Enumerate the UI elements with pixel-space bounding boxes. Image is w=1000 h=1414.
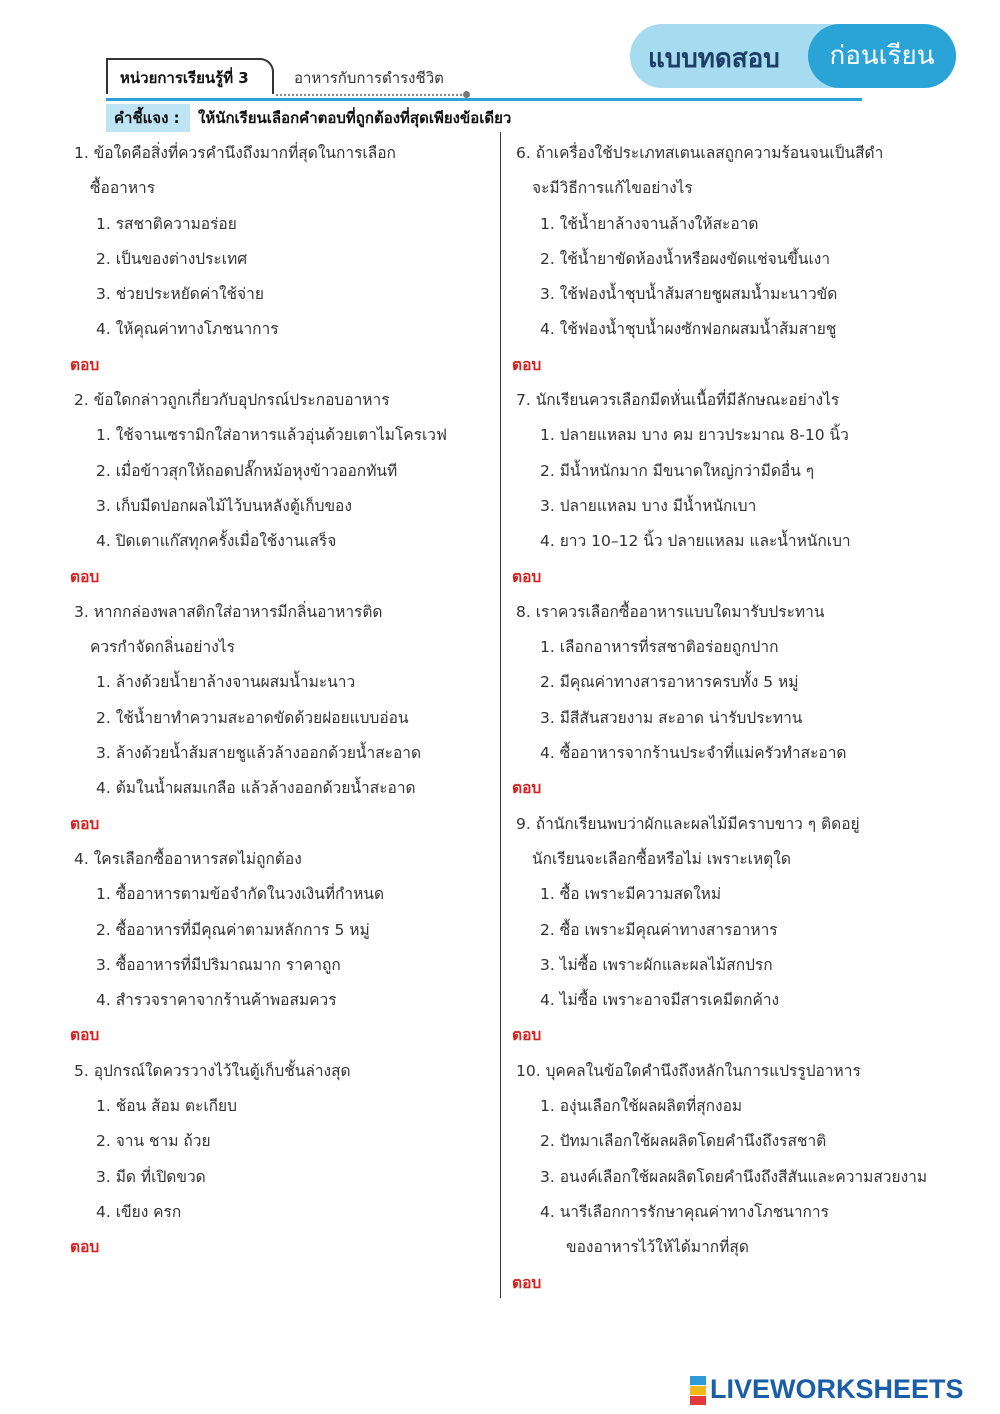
answer-option[interactable]: 2. ซื้อ เพราะมีคุณค่าทางสารอาหาร xyxy=(540,920,778,939)
question-block xyxy=(70,383,514,595)
answer-option[interactable]: 4. ไม่ซื้อ เพราะอาจมีสารเคมีตกค้าง xyxy=(540,991,780,1010)
answer-option[interactable]: 4. ซื้ออาหารจากร้านประจำที่แม่ครัวทำสะอาด xyxy=(540,744,847,763)
badge-label-pretest: ก่อนเรียน xyxy=(808,24,956,88)
answer-option[interactable]: 4. นารีเลือกการรักษาคุณค่าทางโภชนาการ xyxy=(540,1202,829,1221)
logo-mark-bar xyxy=(690,1376,706,1385)
question-block xyxy=(512,136,986,383)
answer-option[interactable]: 3. ปลายแหลม บาง มีน้ำหนักเบา xyxy=(540,496,757,515)
question-text: ควรกำจัดกลิ่นอย่างไร xyxy=(90,638,235,657)
answer-option[interactable]: 1. ซื้อ เพราะมีความสดใหม่ xyxy=(540,885,722,904)
question-block xyxy=(512,807,986,1054)
question-text: 9. ถ้านักเรียนพบว่าผักและผลไม้มีคราบขาว ๆ ติดอยู่ xyxy=(516,814,860,833)
answer-option[interactable]: 3. ซื้ออาหารที่มีปริมาณมาก ราคาถูก xyxy=(96,955,341,974)
answer-option[interactable]: 3. อนงค์เลือกใช้ผลผลิตโดยคำนึงถึงสีสันและความสวยงาม xyxy=(540,1167,928,1186)
answer-option[interactable]: 2. มีคุณค่าทางสารอาหารครบทั้ง 5 หมู่ xyxy=(540,673,799,692)
answer-option[interactable]: 4. ยาว 10–12 นิ้ว ปลายแหลม และน้ำหนักเบา xyxy=(540,532,851,551)
answer-option[interactable]: 2. เมื่อข้าวสุกให้ถอดปลั๊กหม้อหุงข้าวออกทันที xyxy=(96,461,398,480)
answer-option[interactable]: 3. ช่วยประหยัดค่าใช้จ่าย xyxy=(96,285,264,304)
answer-option[interactable]: 3. มีสีสันสวยงาม สะอาด น่ารับประทาน xyxy=(540,708,803,727)
answer-option[interactable]: 2. เป็นของต่างประเทศ xyxy=(96,249,248,268)
answer-option[interactable]: 4. ให้คุณค่าทางโภชนาการ xyxy=(96,320,279,339)
answer-label: ตอบ xyxy=(512,779,542,798)
question-block xyxy=(70,842,514,1054)
logo-mark-bar xyxy=(690,1386,706,1395)
right-question-column xyxy=(512,136,986,1301)
answer-option[interactable]: 1. ใช้จานเซรามิกใส่อาหารแล้วอุ่นด้วยเตาไมโครเวฟ xyxy=(96,426,447,445)
answer-option[interactable]: 1. รสชาติความอร่อย xyxy=(96,214,237,233)
answer-option[interactable]: 4. สำรวจราคาจากร้านค้าพอสมควร xyxy=(96,991,337,1010)
question-text: จะมีวิธีการแก้ไขอย่างไร xyxy=(532,179,693,198)
question-text: 10. บุคคลในข้อใดคำนึงถึงหลักในการแปรรูปอาหาร xyxy=(516,1061,861,1080)
question-text: 4. ใครเลือกซื้ออาหารสดไม่ถูกต้อง xyxy=(74,849,302,868)
badge-label-test: แบบทดสอบ xyxy=(648,44,780,74)
question-text: 5. อุปกรณ์ใดควรวางไว้ในตู้เก็บชั้นล่างสุด xyxy=(74,1061,351,1080)
answer-option[interactable]: 4. เขียง ครก xyxy=(96,1202,182,1221)
answer-option[interactable]: 1. ซื้ออาหารตามข้อจำกัดในวงเงินที่กำหนด xyxy=(96,885,385,904)
answer-label: ตอบ xyxy=(70,1238,100,1257)
answer-option[interactable]: 2. ใช้น้ำยาขัดห้องน้ำหรือผงขัดแช่จนขึ้นเงา xyxy=(540,249,831,268)
liveworksheets-logo xyxy=(690,1372,990,1412)
question-block xyxy=(512,595,986,807)
logo-mark-bar xyxy=(690,1396,706,1405)
answer-option[interactable]: 3. ไม่ซื้อ เพราะผักและผลไม้สกปรก xyxy=(540,955,773,974)
answer-label: ตอบ xyxy=(70,567,100,586)
answer-option[interactable]: ของอาหารไว้ให้ได้มากที่สุด xyxy=(566,1238,749,1257)
answer-option[interactable]: 1. องุ่นเลือกใช้ผลผลิตที่สุกงอม xyxy=(540,1097,743,1116)
dotted-divider xyxy=(276,94,466,96)
instruction-label: คำชี้แจง : xyxy=(106,104,190,132)
answer-option[interactable]: 1. เลือกอาหารที่รสชาติอร่อยถูกปาก xyxy=(540,638,779,657)
answer-label: ตอบ xyxy=(70,1026,100,1045)
answer-label: ตอบ xyxy=(512,1026,542,1045)
logo-mark-icon xyxy=(690,1376,706,1406)
answer-label: ตอบ xyxy=(512,1273,542,1292)
question-text: 2. ข้อใดกล่าวถูกเกี่ยวกับอุปกรณ์ประกอบอาหาร xyxy=(74,391,390,410)
unit-name: อาหารกับการดำรงชีวิต xyxy=(294,69,444,87)
answer-option[interactable]: 1. ล้างด้วยน้ำยาล้างจานผสมน้ำมะนาว xyxy=(96,673,356,692)
answer-label: ตอบ xyxy=(512,567,542,586)
question-text: 7. นักเรียนควรเลือกมีดหั่นเนื้อที่มีลักษณะอย่างไร xyxy=(516,391,840,410)
question-block xyxy=(512,383,986,595)
question-text: 1. ข้อใดคือสิ่งที่ควรคำนึงถึงมากที่สุดในการเลือก xyxy=(74,144,396,162)
answer-option[interactable]: 1. ปลายแหลม บาง คม ยาวประมาณ 8-10 นิ้ว xyxy=(540,426,849,445)
dotted-divider-end xyxy=(463,91,470,98)
test-type-badge xyxy=(630,24,956,88)
question-block xyxy=(512,1054,986,1301)
unit-label: หน่วยการเรียนรู้ที่ 3 xyxy=(106,58,274,94)
answer-option[interactable]: 2. ซื้ออาหารที่มีคุณค่าตามหลักการ 5 หมู่ xyxy=(96,920,370,939)
answer-label: ตอบ xyxy=(70,355,100,374)
answer-label: ตอบ xyxy=(70,814,100,833)
question-text: ซื้ออาหาร xyxy=(90,179,156,198)
answer-label: ตอบ xyxy=(512,355,542,374)
question-block xyxy=(70,136,514,383)
answer-option[interactable]: 3. ใช้ฟองน้ำชุบน้ำส้มสายชูผสมน้ำมะนาวขัด xyxy=(540,285,838,304)
answer-option[interactable]: 3. มีด ที่เปิดขวด xyxy=(96,1167,206,1186)
question-block xyxy=(70,1054,514,1266)
answer-option[interactable]: 4. ปิดเตาแก๊สทุกครั้งเมื่อใช้งานเสร็จ xyxy=(96,532,337,551)
answer-option[interactable]: 2. ปัทมาเลือกใช้ผลผลิตโดยคำนึงถึงรสชาติ xyxy=(540,1132,827,1151)
answer-option[interactable]: 2. จาน ชาม ถ้วย xyxy=(96,1132,211,1151)
answer-option[interactable]: 2. มีน้ำหนักมาก มีขนาดใหญ่กว่ามีดอื่น ๆ xyxy=(540,461,815,480)
header-rule xyxy=(106,98,862,101)
answer-option[interactable]: 3. เก็บมีดปอกผลไม้ไว้บนหลังตู้เก็บของ xyxy=(96,496,352,515)
answer-option[interactable]: 1. ใช้น้ำยาล้างจานล้างให้สะอาด xyxy=(540,214,759,233)
left-question-column xyxy=(70,136,514,1266)
logo-text: LIVEWORKSHEETS xyxy=(710,1374,964,1404)
question-text: นักเรียนจะเลือกซื้อหรือไม่ เพราะเหตุใด xyxy=(532,849,791,868)
instruction-text: ให้นักเรียนเลือกคำตอบที่ถูกต้องที่สุดเพียงข้อเดียว xyxy=(198,109,512,127)
question-block xyxy=(70,595,514,842)
answer-option[interactable]: 3. ล้างด้วยน้ำส้มสายชูแล้วล้างออกด้วยน้ำสะอาด xyxy=(96,744,422,763)
instruction-bar xyxy=(106,104,586,132)
question-text: 3. หากกล่องพลาสติกใส่อาหารมีกลิ่นอาหารติด xyxy=(74,602,383,621)
answer-option[interactable]: 2. ใช้น้ำยาทำความสะอาดขัดด้วยฝอยแบบอ่อน xyxy=(96,708,409,727)
answer-option[interactable]: 4. ใช้ฟองน้ำชุบน้ำผงซักฟอกผสมน้ำส้มสายชู xyxy=(540,320,837,339)
question-text: 8. เราควรเลือกซื้ออาหารแบบใดมารับประทาน xyxy=(516,602,825,621)
answer-option[interactable]: 4. ต้มในน้ำผสมเกลือ แล้วล้างออกด้วยน้ำสะอาด xyxy=(96,779,416,798)
answer-option[interactable]: 1. ช้อน ส้อม ตะเกียบ xyxy=(96,1097,237,1116)
question-text: 6. ถ้าเครื่องใช้ประเภทสเตนเลสถูกความร้อนจนเป็นสีดำ xyxy=(516,144,884,162)
